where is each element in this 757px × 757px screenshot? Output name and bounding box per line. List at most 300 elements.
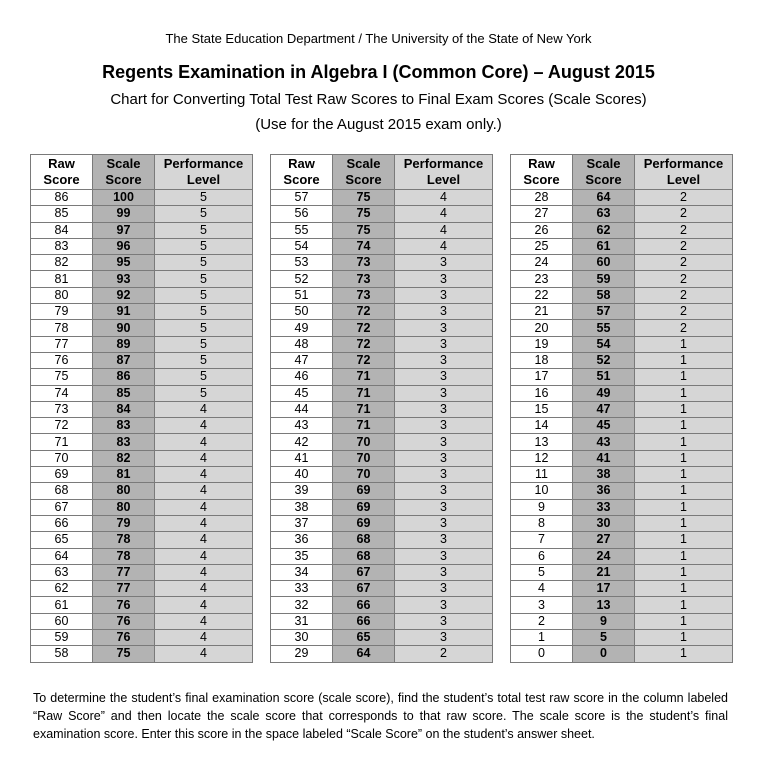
raw-score-cell: 75 — [31, 369, 93, 385]
raw-score-cell: 7 — [511, 532, 573, 548]
table-row — [271, 613, 493, 629]
raw-score-cell: 14 — [511, 418, 573, 434]
table-row — [31, 499, 253, 515]
scale-score-cell: 9 — [573, 613, 635, 629]
raw-score-header-line2: Score — [283, 172, 320, 187]
raw-score-cell: 12 — [511, 450, 573, 466]
scale-score-cell: 100 — [93, 190, 155, 206]
raw-score-cell: 56 — [271, 206, 333, 222]
raw-score-cell: 57 — [271, 190, 333, 206]
raw-score-cell: 84 — [31, 222, 93, 238]
scale-score-cell: 64 — [333, 646, 395, 662]
performance-level-cell: 1 — [635, 483, 733, 499]
scale-score-cell: 54 — [573, 336, 635, 352]
scale-score-cell: 83 — [93, 418, 155, 434]
scale-score-cell: 17 — [573, 581, 635, 597]
performance-level-cell: 4 — [155, 418, 253, 434]
table-row — [511, 418, 733, 434]
scale-score-cell: 5 — [573, 630, 635, 646]
raw-score-cell: 47 — [271, 352, 333, 368]
raw-score-header-line2: Score — [43, 172, 80, 187]
table-row — [271, 222, 493, 238]
performance-level-cell: 1 — [635, 581, 733, 597]
table-row — [271, 597, 493, 613]
raw-score-header-line1: Raw — [48, 156, 75, 171]
performance-level-cell: 3 — [395, 418, 493, 434]
performance-level-header — [635, 155, 733, 190]
table-row — [31, 304, 253, 320]
scale-score-cell: 72 — [333, 304, 395, 320]
table-row — [271, 304, 493, 320]
table-row — [511, 434, 733, 450]
performance-level-cell: 3 — [395, 271, 493, 287]
table-row — [511, 646, 733, 662]
performance-level-cell: 1 — [635, 564, 733, 580]
performance-level-cell: 4 — [155, 548, 253, 564]
table-row — [31, 336, 253, 352]
table-row — [31, 646, 253, 662]
table-row — [271, 271, 493, 287]
raw-score-cell: 60 — [31, 613, 93, 629]
scale-score-cell: 97 — [93, 222, 155, 238]
scale-score-cell: 79 — [93, 515, 155, 531]
scale-score-cell: 82 — [93, 450, 155, 466]
table-row — [31, 564, 253, 580]
scale-score-cell: 66 — [333, 597, 395, 613]
performance-level-cell: 2 — [635, 304, 733, 320]
performance-level-cell: 4 — [155, 630, 253, 646]
performance-level-cell: 1 — [635, 499, 733, 515]
raw-score-cell: 70 — [31, 450, 93, 466]
scale-score-cell: 73 — [333, 287, 395, 303]
performance-level-cell: 3 — [395, 450, 493, 466]
performance-level-cell: 5 — [155, 369, 253, 385]
table-row — [511, 532, 733, 548]
performance-level-cell: 3 — [395, 434, 493, 450]
performance-level-header-line2: Level — [426, 172, 461, 187]
raw-score-cell: 80 — [31, 287, 93, 303]
table-row — [31, 206, 253, 222]
scale-score-cell: 70 — [333, 467, 395, 483]
performance-level-cell: 5 — [155, 385, 253, 401]
table-row — [31, 483, 253, 499]
scale-score-cell: 92 — [93, 287, 155, 303]
raw-score-cell: 78 — [31, 320, 93, 336]
scale-score-cell: 73 — [333, 255, 395, 271]
table-row — [271, 483, 493, 499]
scale-score-cell: 67 — [333, 581, 395, 597]
scale-score-cell: 60 — [573, 255, 635, 271]
performance-level-cell: 5 — [155, 255, 253, 271]
performance-level-cell: 2 — [635, 320, 733, 336]
raw-score-cell: 41 — [271, 450, 333, 466]
scale-score-cell: 90 — [93, 320, 155, 336]
raw-score-cell: 77 — [31, 336, 93, 352]
raw-score-cell: 73 — [31, 401, 93, 417]
scale-score-cell: 83 — [93, 434, 155, 450]
performance-level-header-line1: Performance — [643, 156, 724, 171]
performance-level-cell: 1 — [635, 630, 733, 646]
raw-score-cell: 20 — [511, 320, 573, 336]
table-row — [511, 222, 733, 238]
raw-score-cell: 17 — [511, 369, 573, 385]
performance-level-cell: 3 — [395, 401, 493, 417]
table-row — [511, 320, 733, 336]
scale-score-cell: 0 — [573, 646, 635, 662]
table-row — [271, 515, 493, 531]
scale-score-header-line1: Scale — [586, 156, 621, 171]
scale-score-cell: 68 — [333, 532, 395, 548]
table-row — [511, 483, 733, 499]
scale-score-cell: 75 — [333, 190, 395, 206]
table-row — [31, 401, 253, 417]
performance-level-cell: 3 — [395, 564, 493, 580]
scale-score-header-line2: Score — [105, 172, 142, 187]
scale-score-cell: 72 — [333, 352, 395, 368]
performance-level-cell: 4 — [395, 206, 493, 222]
scale-score-cell: 57 — [573, 304, 635, 320]
scale-score-cell: 69 — [333, 515, 395, 531]
scale-score-cell: 78 — [93, 548, 155, 564]
scale-score-cell: 55 — [573, 320, 635, 336]
scale-score-cell: 73 — [333, 271, 395, 287]
performance-level-cell: 3 — [395, 613, 493, 629]
raw-score-cell: 23 — [511, 271, 573, 287]
table-row — [271, 581, 493, 597]
scale-score-cell: 96 — [93, 238, 155, 254]
raw-score-cell: 15 — [511, 401, 573, 417]
conversion-table-2 — [270, 154, 493, 663]
scale-score-cell: 84 — [93, 401, 155, 417]
table-row — [31, 613, 253, 629]
table-row — [31, 190, 253, 206]
table-row — [511, 515, 733, 531]
performance-level-cell: 2 — [635, 190, 733, 206]
performance-level-cell: 3 — [395, 304, 493, 320]
performance-level-cell: 5 — [155, 336, 253, 352]
raw-score-cell: 48 — [271, 336, 333, 352]
raw-score-header-line2: Score — [523, 172, 560, 187]
performance-level-cell: 3 — [395, 320, 493, 336]
performance-level-cell: 5 — [155, 238, 253, 254]
scale-score-cell: 45 — [573, 418, 635, 434]
performance-level-cell: 2 — [635, 255, 733, 271]
table-row — [31, 548, 253, 564]
scale-score-cell: 77 — [93, 564, 155, 580]
raw-score-cell: 58 — [31, 646, 93, 662]
raw-score-cell: 18 — [511, 352, 573, 368]
table-row — [31, 630, 253, 646]
performance-level-cell: 3 — [395, 336, 493, 352]
department-line: The State Education Department / The University of the State of New York — [165, 31, 592, 46]
scale-score-cell: 80 — [93, 483, 155, 499]
table-row — [511, 613, 733, 629]
scale-score-cell: 76 — [93, 630, 155, 646]
scale-score-header — [573, 155, 635, 190]
performance-level-cell: 4 — [395, 238, 493, 254]
raw-score-header — [511, 155, 573, 190]
performance-level-cell: 3 — [395, 385, 493, 401]
performance-level-cell: 4 — [155, 646, 253, 662]
performance-level-cell: 5 — [155, 304, 253, 320]
performance-level-cell: 1 — [635, 352, 733, 368]
performance-level-cell: 1 — [635, 613, 733, 629]
table-row — [511, 401, 733, 417]
scale-score-cell: 69 — [333, 499, 395, 515]
scale-score-cell: 62 — [573, 222, 635, 238]
performance-level-cell: 3 — [395, 548, 493, 564]
performance-level-cell: 4 — [155, 564, 253, 580]
scale-score-cell: 81 — [93, 467, 155, 483]
table-row — [511, 271, 733, 287]
performance-level-header-line1: Performance — [163, 156, 244, 171]
table-row — [511, 499, 733, 515]
table-row — [271, 564, 493, 580]
scale-score-cell: 87 — [93, 352, 155, 368]
scale-score-cell: 95 — [93, 255, 155, 271]
scale-score-cell: 51 — [573, 369, 635, 385]
scale-score-cell: 71 — [333, 385, 395, 401]
table-row — [511, 206, 733, 222]
performance-level-cell: 4 — [155, 401, 253, 417]
scale-score-cell: 75 — [333, 206, 395, 222]
scale-score-cell: 75 — [333, 222, 395, 238]
table-row — [271, 238, 493, 254]
performance-level-cell: 3 — [395, 287, 493, 303]
table-row — [271, 418, 493, 434]
raw-score-cell: 76 — [31, 352, 93, 368]
page-title: Regents Examination in Algebra I (Common Core) – August 2015 — [102, 62, 655, 82]
performance-level-cell: 3 — [395, 630, 493, 646]
performance-level-cell: 1 — [635, 434, 733, 450]
scale-score-cell: 66 — [333, 613, 395, 629]
performance-level-cell: 4 — [155, 597, 253, 613]
performance-level-cell: 3 — [395, 369, 493, 385]
raw-score-cell: 46 — [271, 369, 333, 385]
performance-level-cell: 1 — [635, 336, 733, 352]
table-row — [271, 190, 493, 206]
performance-level-cell: 1 — [635, 515, 733, 531]
performance-level-header-line2: Level — [666, 172, 701, 187]
table-row — [31, 320, 253, 336]
raw-score-cell: 21 — [511, 304, 573, 320]
performance-level-cell: 2 — [635, 238, 733, 254]
table-row — [31, 255, 253, 271]
table-row — [31, 532, 253, 548]
raw-score-cell: 6 — [511, 548, 573, 564]
performance-level-cell: 1 — [635, 401, 733, 417]
performance-level-cell: 4 — [395, 190, 493, 206]
scale-score-cell: 47 — [573, 401, 635, 417]
table-row — [271, 352, 493, 368]
scale-score-cell: 33 — [573, 499, 635, 515]
raw-score-cell: 81 — [31, 271, 93, 287]
performance-level-cell: 5 — [155, 222, 253, 238]
usage-note: (Use for the August 2015 exam only.) — [255, 116, 502, 133]
scale-score-cell: 27 — [573, 532, 635, 548]
performance-level-cell: 3 — [395, 255, 493, 271]
performance-level-cell: 3 — [395, 581, 493, 597]
table-row — [31, 450, 253, 466]
performance-level-cell: 1 — [635, 646, 733, 662]
raw-score-cell: 3 — [511, 597, 573, 613]
raw-score-cell: 29 — [271, 646, 333, 662]
scale-score-cell: 36 — [573, 483, 635, 499]
raw-score-cell: 31 — [271, 613, 333, 629]
scale-score-cell: 65 — [333, 630, 395, 646]
table-row — [31, 597, 253, 613]
raw-score-cell: 66 — [31, 515, 93, 531]
performance-level-cell: 2 — [635, 287, 733, 303]
raw-score-cell: 67 — [31, 499, 93, 515]
performance-level-cell: 1 — [635, 532, 733, 548]
table-row — [31, 418, 253, 434]
scale-score-cell: 71 — [333, 369, 395, 385]
raw-score-cell: 4 — [511, 581, 573, 597]
scale-score-cell: 93 — [93, 271, 155, 287]
raw-score-cell: 40 — [271, 467, 333, 483]
table-row — [31, 222, 253, 238]
raw-score-cell: 85 — [31, 206, 93, 222]
performance-level-cell: 4 — [155, 499, 253, 515]
performance-level-cell: 2 — [635, 271, 733, 287]
header-row — [511, 155, 733, 190]
performance-level-cell: 1 — [635, 369, 733, 385]
scale-score-cell: 86 — [93, 369, 155, 385]
scale-score-cell: 59 — [573, 271, 635, 287]
raw-score-cell: 19 — [511, 336, 573, 352]
scale-score-cell: 91 — [93, 304, 155, 320]
performance-level-cell: 2 — [635, 222, 733, 238]
scale-score-cell: 78 — [93, 532, 155, 548]
raw-score-cell: 39 — [271, 483, 333, 499]
scale-score-cell: 70 — [333, 450, 395, 466]
raw-score-cell: 30 — [271, 630, 333, 646]
table-row — [511, 548, 733, 564]
table-row — [271, 287, 493, 303]
raw-score-cell: 11 — [511, 467, 573, 483]
scale-score-header-line2: Score — [345, 172, 382, 187]
raw-score-header — [31, 155, 93, 190]
raw-score-cell: 22 — [511, 287, 573, 303]
scale-score-cell: 70 — [333, 434, 395, 450]
table-row — [511, 450, 733, 466]
raw-score-cell: 83 — [31, 238, 93, 254]
performance-level-cell: 4 — [155, 613, 253, 629]
performance-level-cell: 5 — [155, 271, 253, 287]
raw-score-header-line1: Raw — [288, 156, 315, 171]
scale-score-cell: 72 — [333, 320, 395, 336]
raw-score-cell: 72 — [31, 418, 93, 434]
table-row — [511, 238, 733, 254]
scale-score-cell: 21 — [573, 564, 635, 580]
performance-level-cell: 2 — [635, 206, 733, 222]
scale-score-cell: 67 — [333, 564, 395, 580]
raw-score-cell: 27 — [511, 206, 573, 222]
scale-score-cell: 89 — [93, 336, 155, 352]
raw-score-cell: 26 — [511, 222, 573, 238]
scale-score-cell: 71 — [333, 418, 395, 434]
scale-score-cell: 52 — [573, 352, 635, 368]
scale-score-cell: 75 — [93, 646, 155, 662]
scale-score-cell: 99 — [93, 206, 155, 222]
table-row — [271, 255, 493, 271]
raw-score-header-line1: Raw — [528, 156, 555, 171]
performance-level-cell: 4 — [395, 222, 493, 238]
table-row — [31, 515, 253, 531]
table-row — [31, 369, 253, 385]
raw-score-cell: 1 — [511, 630, 573, 646]
raw-score-cell: 79 — [31, 304, 93, 320]
table-row — [511, 385, 733, 401]
table-row — [511, 597, 733, 613]
table-row — [271, 499, 493, 515]
performance-level-cell: 3 — [395, 352, 493, 368]
table-row — [271, 630, 493, 646]
performance-level-cell: 4 — [155, 450, 253, 466]
raw-score-cell: 74 — [31, 385, 93, 401]
raw-score-cell: 35 — [271, 548, 333, 564]
raw-score-cell: 38 — [271, 499, 333, 515]
header-row — [31, 155, 253, 190]
performance-level-cell: 4 — [155, 434, 253, 450]
performance-level-cell: 5 — [155, 190, 253, 206]
table-row — [511, 255, 733, 271]
table-row — [31, 271, 253, 287]
table-row — [271, 434, 493, 450]
raw-score-cell: 9 — [511, 499, 573, 515]
performance-level-header — [395, 155, 493, 190]
table-row — [511, 287, 733, 303]
performance-level-cell: 4 — [155, 483, 253, 499]
table-row — [271, 646, 493, 662]
table-row — [271, 336, 493, 352]
scale-score-cell: 85 — [93, 385, 155, 401]
raw-score-cell: 86 — [31, 190, 93, 206]
scale-score-cell: 58 — [573, 287, 635, 303]
table-row — [31, 581, 253, 597]
performance-level-cell: 4 — [155, 532, 253, 548]
performance-level-header — [155, 155, 253, 190]
table-row — [511, 352, 733, 368]
performance-level-cell: 5 — [155, 287, 253, 303]
raw-score-cell: 59 — [31, 630, 93, 646]
table-row — [31, 352, 253, 368]
table-row — [271, 401, 493, 417]
raw-score-cell: 44 — [271, 401, 333, 417]
performance-level-cell: 1 — [635, 467, 733, 483]
performance-level-cell: 5 — [155, 206, 253, 222]
scale-score-cell: 80 — [93, 499, 155, 515]
scale-score-cell: 61 — [573, 238, 635, 254]
raw-score-cell: 71 — [31, 434, 93, 450]
scale-score-cell: 71 — [333, 401, 395, 417]
performance-level-cell: 4 — [155, 515, 253, 531]
performance-level-header-line1: Performance — [403, 156, 484, 171]
scale-score-cell: 38 — [573, 467, 635, 483]
scale-score-cell: 41 — [573, 450, 635, 466]
raw-score-cell: 43 — [271, 418, 333, 434]
conversion-table-3 — [510, 154, 733, 663]
page-subtitle: Chart for Converting Total Test Raw Scores to Final Exam Scores (Scale Scores) — [110, 91, 647, 108]
raw-score-cell: 24 — [511, 255, 573, 271]
raw-score-cell: 69 — [31, 467, 93, 483]
table-row — [31, 238, 253, 254]
table-row — [271, 369, 493, 385]
raw-score-cell: 28 — [511, 190, 573, 206]
scale-score-cell: 77 — [93, 581, 155, 597]
table-row — [271, 320, 493, 336]
